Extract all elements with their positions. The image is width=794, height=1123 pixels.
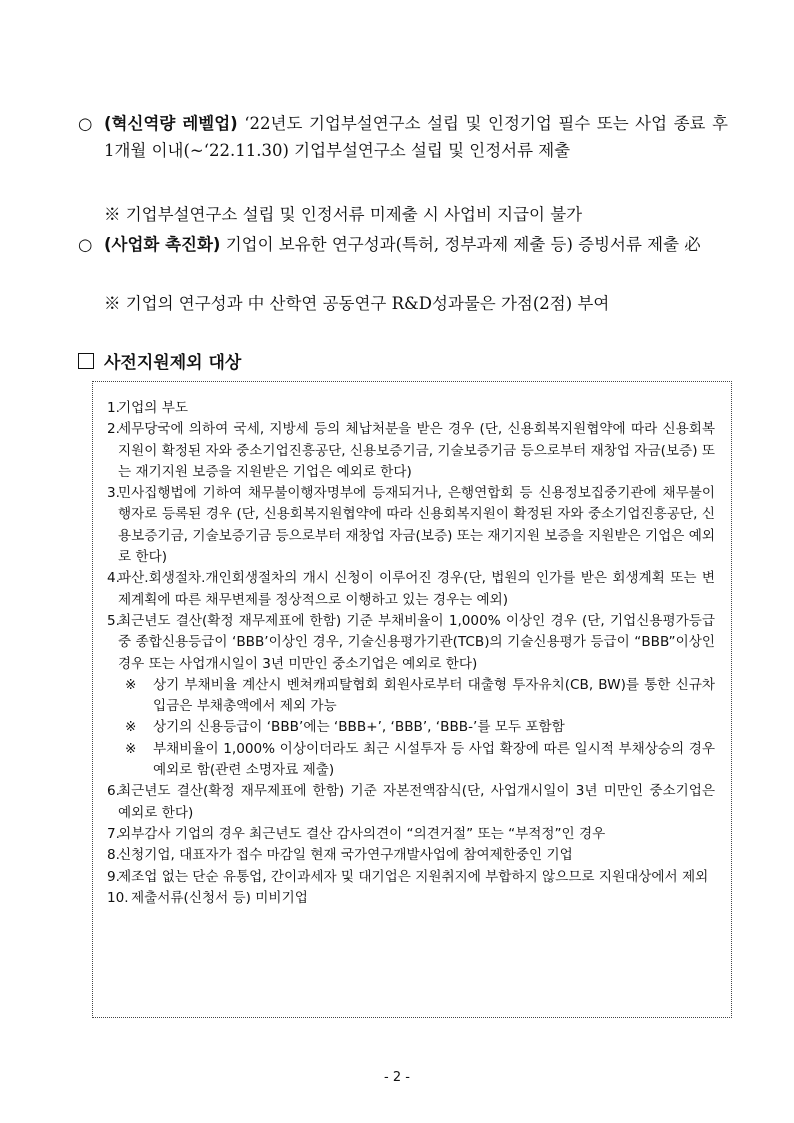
sub-note: ※ 상기 부채비율 계산시 벤쳐캐피탈협회 회원사로부터 대출형 투자유치(CB, BW)를 통한 신규차입금은 부채총액에서 제외 가능 xyxy=(125,676,715,715)
list-item: 9. 제조업 없는 단순 유통업, 간이과세자 및 대기업은 지원취지에 부합하지 않으므로 지원대상에서 제외 xyxy=(107,868,709,885)
bullet-innovation xyxy=(78,110,728,164)
list-item: 1. 기업의 부도 xyxy=(107,400,188,416)
list-item: 2. 세무당국에 의하여 국세, 지방세 등의 체납처분을 받은 경우 (단, 신용회복지원협약에 따라 신용회복지원이 확정된 자와 중소기업진흥공단, 신용보증기금, 기술보증기금 등으로부터 재창업 자금(보증) 또는 재기지원 보증을 지원받은 기업은 예외로 한다) xyxy=(107,421,715,480)
list-item: 10. 제출서류(신청서 등) 미비기업 xyxy=(107,889,308,906)
note-lab-requirement: ※ 기업부설연구소 설립 및 인정서류 미제출 시 사업비 지급이 불가 xyxy=(104,205,583,224)
checkbox-square-icon xyxy=(78,353,94,369)
page-number: - 2 - xyxy=(384,1070,410,1085)
list-item: 6. 최근년도 결산(확정 재무제표에 한함) 기준 자본전액잠식(단, 사업개시일이 3년 미만인 중소기업은 예외로 한다) xyxy=(107,783,715,821)
bullet-text: ‘22년도 기업부설연구소 설립 및 인정기업 필수 또는 사업 종료 후 1개월 이내(~‘22.11.30) 기업부설연구소 설립 및 인정서류 제출 xyxy=(104,114,728,160)
bullet-heading: (사업화 촉진화) xyxy=(104,235,221,254)
list-item: 4. 파산.회생절차.개인회생절차의 개시 신청이 이루어진 경우(단, 법원의 인가를 받은 회생계획 또는 변제계획에 따른 채무변제를 정상적으로 이행하고 있는 경우는 예외) xyxy=(107,570,715,608)
bullet-heading: (혁신역량 레벨업) xyxy=(104,114,238,133)
section-title: 사전지원제외 대상 xyxy=(104,353,242,373)
exclusion-list xyxy=(107,398,715,909)
bullet-mark: ○ xyxy=(78,235,93,254)
sub-note: ※ 상기의 신용등급이 ‘BBB’에는 ‘BBB+’, ‘BBB’, ‘BBB-’를 모두 포함함 xyxy=(125,719,565,736)
list-item: 3. 민사집행법에 기하여 채무불이행자명부에 등재되거나, 은행연합회 등 신용정보집중기관에 채무불이행자로 등록된 경우 (단, 신용회복지원협약에 따라 신용회복지원이 확정된 자와 중소기업진흥공단, 신용보증기금, 기술보증기금 등으로부터 재창업 자금(보증) 또는 재기지원 보증을 지원받은 기업은 예외로 한다) xyxy=(107,485,715,566)
bullet-text: 기업이 보유한 연구성과(특허, 정부과제 제출 등) 증빙서류 제출 必 xyxy=(220,235,701,254)
section-heading xyxy=(78,351,241,375)
bullet-commercialization xyxy=(78,231,728,258)
bullet-mark: ○ xyxy=(78,114,93,133)
note-bonus-points: ※ 기업의 연구성과 中 산학연 공동연구 R&D성과물은 가점(2점) 부여 xyxy=(104,294,610,313)
list-item: 5. 최근년도 결산(확정 재무제표에 한함) 기준 부채비율이 1,000% 이상인 경우 (단, 기업신용평가등급 중 종합신용등급이 ‘BBB’이상인 경우, 기술신용평가기관(TCB)의 기술신용평가 등급이 “BBB”이상인 경우 또는 사업개시일이 3년 미만인 중소기업은 예외로 한다) xyxy=(107,612,715,672)
sub-note: ※ 부채비율이 1,000% 이상이더라도 최근 시설투자 등 사업 확장에 따른 일시적 부채상승의 경우 예외로 함(관련 소명자료 제출) xyxy=(125,740,715,779)
list-item: 8. 신청기업, 대표자가 접수 마감일 현재 국가연구개발사업에 참여제한중인 기업 xyxy=(107,847,573,864)
list-item: 7. 외부감사 기업의 경우 최근년도 결산 감사의견이 “의견거절” 또는 “부적정”인 경우 xyxy=(107,825,606,842)
